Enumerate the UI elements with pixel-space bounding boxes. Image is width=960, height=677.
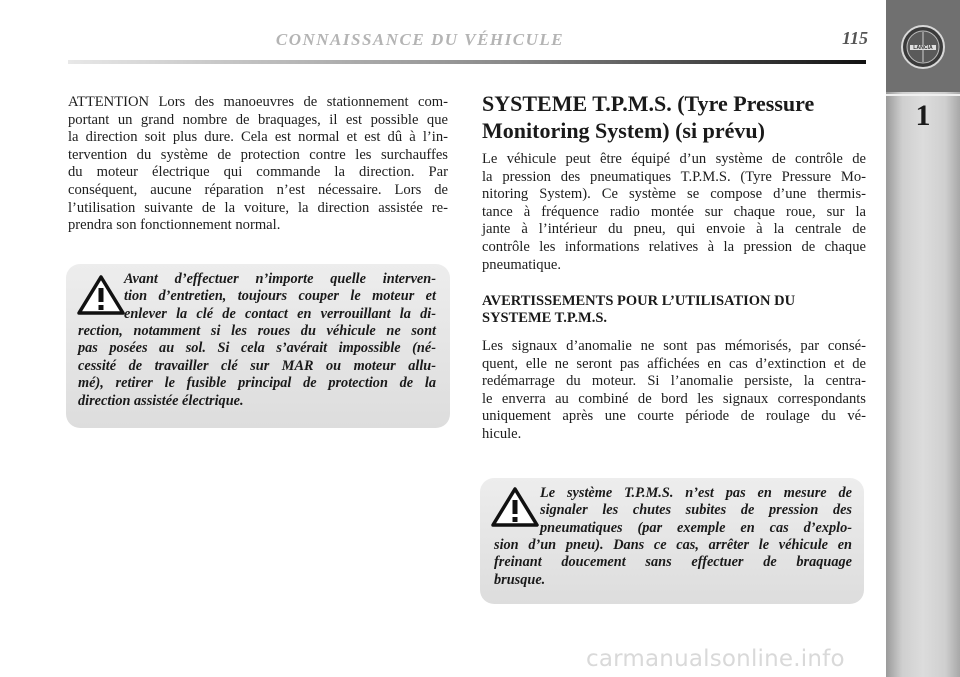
- text-line: pneumatique.: [482, 256, 562, 273]
- section-title-line: Monitoring System) (si prévu): [482, 118, 765, 143]
- text-line: quent, elle ne seront pas affichées en cas d’extinction et de: [482, 355, 866, 372]
- text-line: la direction soit plus dure. Cela est normal et est dû à l’in-: [68, 129, 448, 146]
- warning-line: signaler les chutes subites de pression des: [540, 502, 852, 519]
- text-line: tervention du système de protection contre les surchauffes: [68, 146, 448, 163]
- text-line: redémarrage du moteur. Si l’anomalie persiste, la centra-: [482, 373, 866, 390]
- header-rule: [68, 60, 866, 64]
- warning-line: mé), retirer le fusible principal de protection de la: [78, 375, 436, 392]
- warning-line: pneumatiques (par exemple en cas d’explo-: [540, 519, 852, 536]
- warning-line: enlever la clé de contact en verrouillant la di-: [124, 305, 436, 322]
- warning-triangle-icon: [76, 274, 126, 316]
- text-line: le enverra au combiné de bord les signaux correspondants: [482, 390, 866, 407]
- text-line: nitoring System). Ce système se compose d’une thermis-: [482, 186, 866, 203]
- text-line: contrôle les informations relatives à la pression de chaque: [482, 238, 866, 255]
- text-line: tance à fréquence radio montée sur chaque roue, sur la: [482, 203, 866, 220]
- text-line: prendra son fonctionnement normal.: [68, 217, 281, 234]
- warning-line: brusque.: [494, 571, 546, 588]
- right-intro-paragraph: [482, 151, 866, 274]
- text-line: la pression des pneumatiques T.P.M.S. (Tyre Pressure Mo-: [482, 168, 866, 185]
- text-line: Le véhicule peut être équipé d’un système de contrôle de: [482, 151, 866, 167]
- left-warning-text-bottom: [78, 323, 436, 410]
- text-line: Les signaux d’anomalie ne sont pas mémorisés, par consé-: [482, 338, 866, 354]
- left-paragraph: [68, 94, 448, 235]
- warning-line: direction assistée électrique.: [78, 392, 244, 409]
- chapter-number: 1: [915, 99, 931, 132]
- text-line: l’utilisation suivante de la voiture, la direction assistée re-: [68, 199, 448, 216]
- left-warning-text-top: [124, 271, 436, 323]
- right-warning-text-bottom: [494, 537, 852, 589]
- lancia-logo-text: LANCIA: [913, 45, 933, 52]
- warning-line: sion d’un pneu). Dans ce cas, arrêter le véhicule en: [494, 537, 852, 553]
- warning-line: Le système T.P.M.S. n’est pas en mesure de: [540, 485, 852, 501]
- right-warning-text-top: [540, 485, 852, 537]
- warning-triangle-icon: [490, 486, 540, 528]
- warning-line: tion d’entretien, toujours couper le moteur et: [124, 288, 436, 305]
- text-line: portant un grand nombre de braquages, il est possible que: [68, 111, 448, 128]
- warning-line: Avant d’effectuer n’importe quelle interven-: [124, 271, 436, 287]
- warning-line: pas posées au sol. Si cela s’avérait impossible (né-: [78, 340, 436, 357]
- right-body-paragraph: [482, 338, 866, 444]
- page-header-title: CONNAISSANCE DU VÉHICULE: [275, 30, 565, 49]
- warning-line: freinant doucement sans effectuer de braquage: [494, 554, 852, 571]
- subsection-title-line: SYSTEME T.P.M.S.: [482, 310, 608, 326]
- section-title-line: SYSTEME T.P.M.S. (Tyre Pressure: [482, 91, 815, 116]
- subsection-title-line: AVERTISSEMENTS POUR L’UTILISATION DU: [482, 293, 796, 309]
- text-line: uniquement après une courte période de roulage du vé-: [482, 408, 866, 425]
- section-title: [482, 90, 882, 144]
- text-line: jante à l’intérieur du pneu, qui envoie à la centrale de: [482, 221, 866, 238]
- page-number: 115: [841, 28, 868, 48]
- text-line: conséquent, aucune réparation n’est nécessaire. Lors de: [68, 181, 448, 198]
- text-line: hicule.: [482, 425, 522, 442]
- text-line: du moteur électrique qui commande la direction. Par: [68, 164, 448, 181]
- watermark: carmanualsonline.info: [586, 646, 845, 672]
- text-line: ATTENTION Lors des manoeuvres de stationnement com-: [68, 94, 448, 110]
- warning-line: rection, notamment si les roues du véhicule ne sont: [78, 323, 436, 339]
- lancia-logo-icon: [900, 24, 946, 70]
- subsection-title: [482, 293, 872, 327]
- warning-line: cessité de travailler clé sur MAR ou moteur allu-: [78, 357, 436, 374]
